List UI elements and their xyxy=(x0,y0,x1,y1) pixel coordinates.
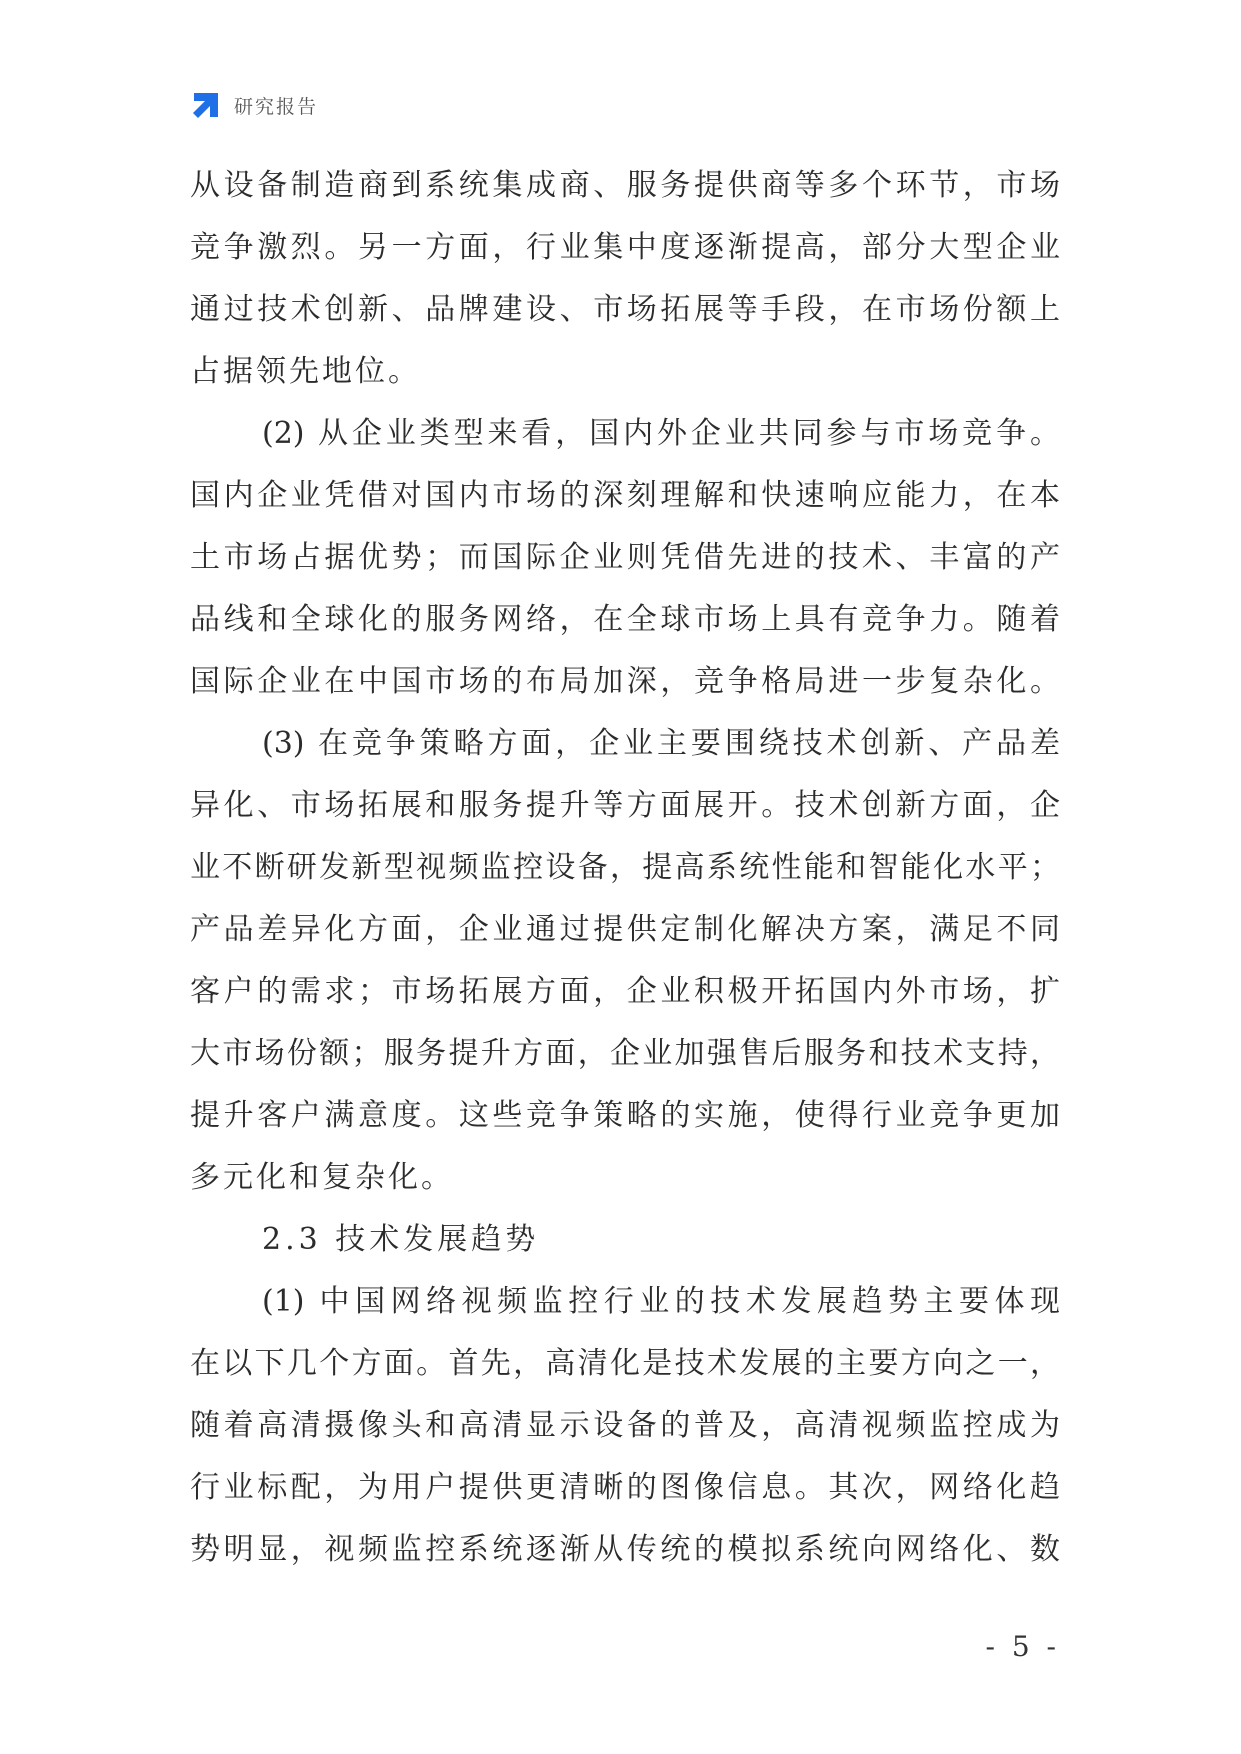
text-line: 竞争激烈。另一方面，行业集中度逐渐提高，部分大型企业 xyxy=(190,230,1060,265)
text-line: 异化、市场拓展和服务提升等方面展开。技术创新方面，企 xyxy=(190,788,1060,823)
text-line: (2) 从企业类型来看，国内外企业共同参与市场竞争。 xyxy=(262,416,1060,451)
document-body xyxy=(190,155,1060,1581)
section-heading: 2.3 技术发展趋势 xyxy=(262,1222,540,1257)
page-header xyxy=(190,88,318,122)
text-line: 行业标配，为用户提供更清晰的图像信息。其次，网络化趋 xyxy=(190,1470,1060,1505)
text-line: 提升客户满意度。这些竞争策略的实施，使得行业竞争更加 xyxy=(190,1098,1060,1133)
page-number: - 5 - xyxy=(985,1630,1060,1663)
text-line: 势明显，视频监控系统逐渐从传统的模拟系统向网络化、数 xyxy=(190,1532,1060,1567)
text-line: 品线和全球化的服务网络，在全球市场上具有竞争力。随着 xyxy=(190,602,1060,637)
text-line: 产品差异化方面，企业通过提供定制化解决方案，满足不同 xyxy=(190,912,1060,947)
text-line: 国内企业凭借对国内市场的深刻理解和快速响应能力，在本 xyxy=(190,478,1060,513)
text-line: 通过技术创新、品牌建设、市场拓展等手段，在市场份额上 xyxy=(190,292,1060,327)
text-line: 客户的需求；市场拓展方面，企业积极开拓国内外市场，扩 xyxy=(190,974,1060,1009)
text-line: (1) 中国网络视频监控行业的技术发展趋势主要体现 xyxy=(262,1284,1060,1319)
text-line: 在以下几个方面。首先，高清化是技术发展的主要方向之一， xyxy=(190,1346,1060,1381)
text-line: 大市场份额；服务提升方面，企业加强售后服务和技术支持， xyxy=(190,1036,1060,1071)
text-line: (3) 在竞争策略方面，企业主要围绕技术创新、产品差 xyxy=(262,726,1060,761)
text-line: 土市场占据优势；而国际企业则凭借先进的技术、丰富的产 xyxy=(190,540,1060,575)
arrow-up-right-icon xyxy=(190,89,222,121)
text-line: 业不断研发新型视频监控设备，提高系统性能和智能化水平； xyxy=(190,850,1060,885)
text-line: 占据领先地位。 xyxy=(190,354,421,389)
text-line: 随着高清摄像头和高清显示设备的普及，高清视频监控成为 xyxy=(190,1408,1060,1443)
text-line: 从设备制造商到系统集成商、服务提供商等多个环节，市场 xyxy=(190,168,1060,203)
text-line: 国际企业在中国市场的布局加深，竞争格局进一步复杂化。 xyxy=(190,664,1060,699)
text-line: 多元化和复杂化。 xyxy=(190,1160,454,1195)
header-title: 研究报告 xyxy=(234,95,319,118)
